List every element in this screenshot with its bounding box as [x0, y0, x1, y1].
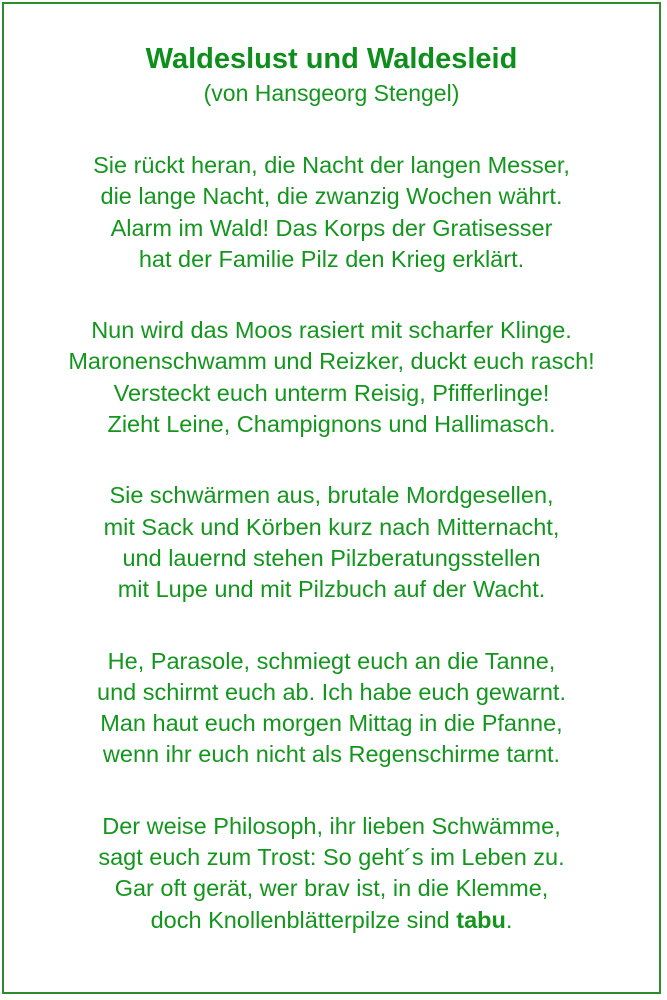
stanza-2: [4, 315, 659, 440]
stanza-3: [4, 480, 659, 605]
stanza-line: Man haut euch morgen Mittag in die Pfanne,: [100, 710, 563, 737]
stanza-line: und schirmt euch ab. Ich habe euch gewarnt.: [97, 678, 566, 705]
stanza-line: He, Parasole, schmiegt euch an die Tanne,: [107, 647, 556, 674]
stanza-line: Sie schwärmen aus, brutale Mordgesellen,: [109, 482, 554, 509]
poem: [4, 40, 659, 936]
stanza-line: hat der Familie Pilz den Krieg erklärt.: [138, 245, 525, 272]
last-line-text: doch Knollenblätterpilze sind: [150, 906, 457, 933]
stanza-4: [4, 646, 659, 771]
stanza-line: mit Lupe und mit Pilzbuch auf der Wacht.: [117, 576, 546, 603]
stanza-line: und lauernd stehen Pilzberatungsstellen: [122, 544, 541, 571]
stanza-line: die lange Nacht, die zwanzig Wochen währt.: [100, 183, 563, 210]
stanza-line: sagt euch zum Trost: So geht´s im Leben zu.: [98, 844, 565, 871]
stanza-line: Versteckt euch unterm Reisig, Pfifferlinge!: [113, 379, 550, 406]
stanza-line: wenn ihr euch nicht als Regenschirme tarnt.: [102, 741, 561, 768]
stanza-line: Zieht Leine, Champignons und Hallimasch.: [107, 411, 556, 438]
stanza-line: mit Sack und Körben kurz nach Mitternacht,: [103, 513, 560, 540]
last-line-period: .: [505, 906, 513, 933]
stanza-1: [4, 150, 659, 275]
stanza-line: Der weise Philosoph, ihr lieben Schwämme,: [102, 812, 561, 839]
poem-author: (von Hansgeorg Stengel): [203, 80, 460, 106]
emphasized-word: tabu: [456, 906, 506, 933]
stanza-last-line: [4, 905, 659, 936]
stanza-line: Sie rückt heran, die Nacht der langen Messer,: [93, 152, 570, 178]
poem-page: [2, 2, 661, 994]
stanza-line: Nun wird das Moos rasiert mit scharfer Klinge.: [91, 317, 572, 344]
stanza-line: Maronenschwamm und Reizker, duckt euch rasch!: [68, 348, 595, 375]
stanza-line: Gar oft gerät, wer brav ist, in die Klemme,: [114, 875, 549, 902]
poem-title: Waldeslust und Waldesleid: [145, 43, 518, 75]
stanza-5: [4, 811, 659, 936]
stanza-line: Alarm im Wald! Das Korps der Gratisesser: [110, 214, 553, 241]
